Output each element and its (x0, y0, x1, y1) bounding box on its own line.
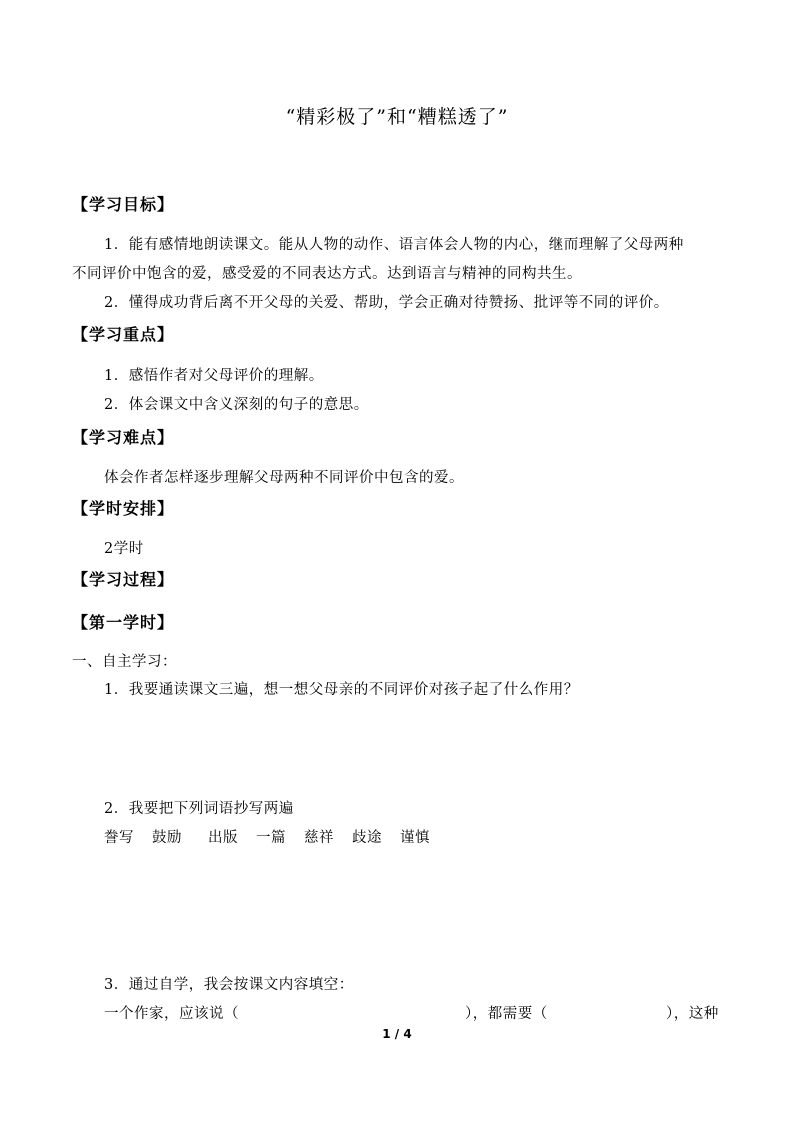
page-number: 1 / 4 (382, 1027, 412, 1041)
task-2: 2．我要把下列词语抄写两遍 (104, 801, 294, 817)
lesson1-heading: 【第一学时】 (72, 613, 175, 632)
goal-2: 2．懂得成功背后离不开父母的关爱、帮助，学会正确对待赞扬、批评等不同的评价。 (104, 295, 669, 311)
document-title: “精彩极了”和“糟糕透了” (285, 106, 509, 128)
goals-heading: 【学习目标】 (72, 195, 175, 214)
word-item: 歧途 (352, 830, 382, 846)
focus-2: 2．体会课文中含义深刻的句子的意思。 (104, 397, 369, 413)
process-heading: 【学习过程】 (72, 570, 175, 589)
focus-heading: 【学习重点】 (72, 325, 175, 344)
word-item: 出版 (208, 830, 238, 846)
goal-1-line1: 1．能有感情地朗读课文。能从人物的动作、语言体会人物的内心，继而理解了父母两种 (104, 237, 684, 253)
word-item: 一篇 (256, 830, 286, 846)
task-3: 3．通过自学，我会按课文内容填空： (104, 977, 354, 993)
word-item: 慈祥 (304, 830, 334, 846)
schedule-1: 2学时 (104, 541, 144, 557)
difficulty-heading: 【学习难点】 (72, 428, 175, 447)
word-item: 誊写 (104, 830, 134, 846)
focus-1: 1．感悟作者对父母评价的理解。 (104, 368, 324, 384)
goal-1-line2: 不同评价中饱含的爱，感受爱的不同表达方式。达到语言与精神的同构共生。 (72, 266, 582, 282)
fill-part-2: ），都需要（ (465, 1006, 548, 1022)
task-1: 1．我要通读课文三遍，想一想父母亲的不同评价对孩子起了什么作用？ (104, 682, 579, 698)
difficulty-1: 体会作者怎样逐步理解父母两种不同评价中包含的爱。 (104, 470, 464, 486)
schedule-heading: 【学时安排】 (72, 499, 175, 518)
self-study-label: 一、自主学习： (72, 654, 177, 670)
word-item: 谨慎 (400, 830, 430, 846)
fill-part-3: ），这种 (666, 1006, 719, 1022)
fill-part-1: 一个作家，应该说（ (104, 1006, 239, 1022)
word-item: 鼓励 (152, 830, 182, 846)
